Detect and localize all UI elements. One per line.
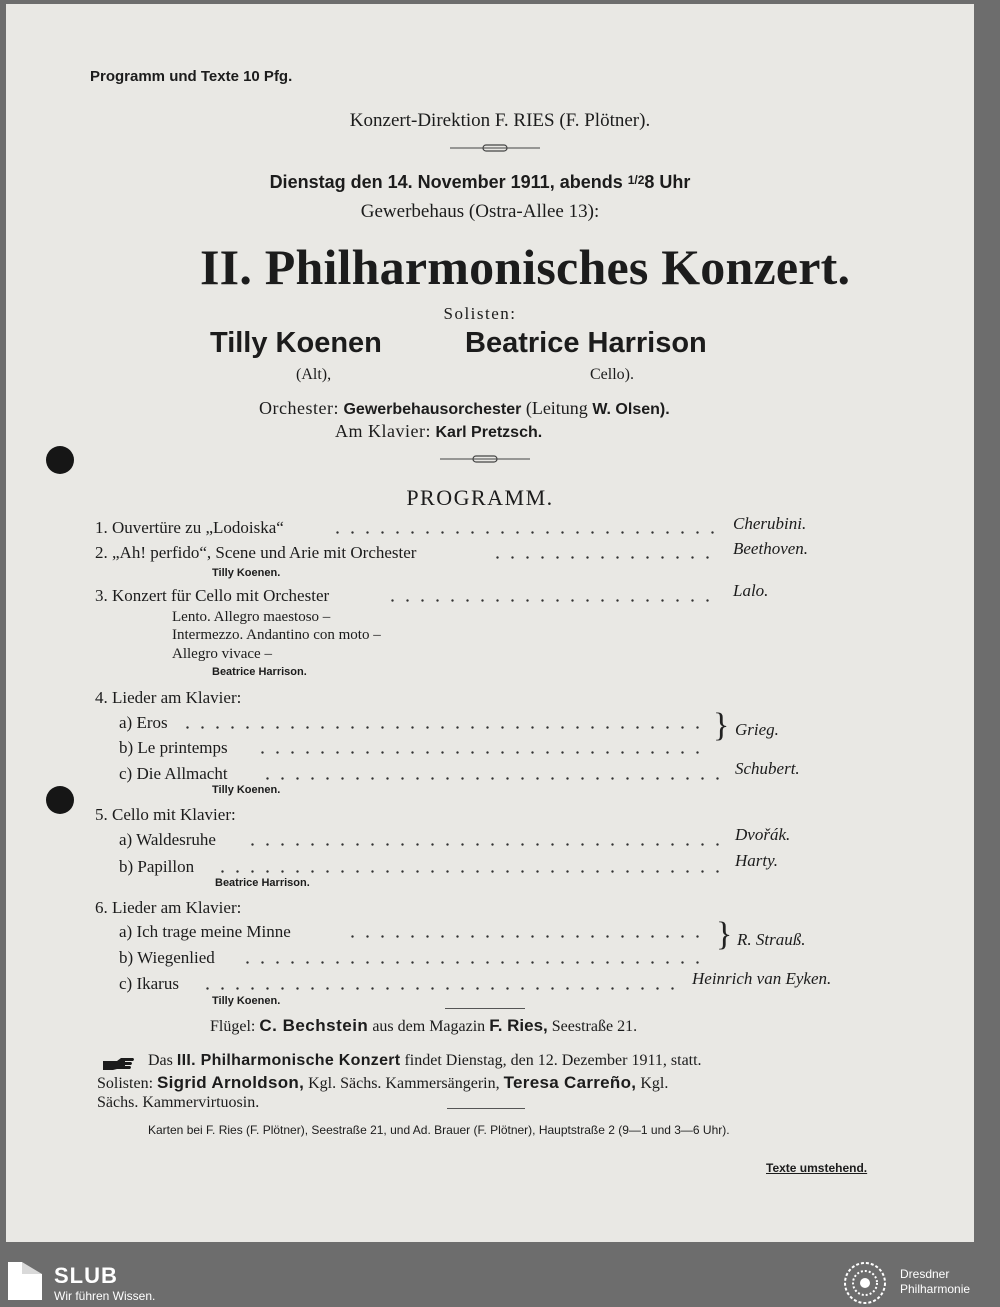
composer-schubert: Schubert. — [735, 759, 800, 778]
orchestra-line — [259, 398, 670, 419]
movement-3: Allegro vivace – — [172, 646, 272, 662]
ornament-divider-icon — [440, 453, 530, 465]
dot-leader — [215, 870, 720, 873]
song-ich-trage-meine-minne: a) Ich trage meine Minne — [119, 922, 291, 941]
partner-name-line2: Philharmonie — [900, 1282, 971, 1296]
composer-lalo: Lalo. — [733, 581, 769, 600]
partner-name-line1: Dresdner — [900, 1267, 950, 1281]
next-soloists-line — [97, 1073, 668, 1093]
program-item-1: 1. Ouvertüre zu „Lodoiska“ — [95, 518, 284, 537]
piano-sponsor — [210, 1016, 637, 1036]
orchestra-label: Orchester: — [259, 398, 339, 418]
composer-cherubini: Cherubini. — [733, 514, 807, 533]
dot-leader — [260, 777, 720, 780]
piano-label: Am Klavier: — [335, 421, 431, 441]
piece-waldesruhe: a) Waldesruhe — [119, 830, 216, 849]
punch-hole-top — [46, 446, 74, 474]
pianist-name: Karl Pretzsch. — [435, 424, 543, 441]
soloist-koenen-voice: (Alt), — [296, 366, 332, 383]
venue: Gewerbehaus (Ostra-Allee 13): — [360, 201, 600, 222]
orchestra-name: Gewerbehausorchester — [343, 401, 522, 418]
program-item-6: 6. Lieder am Klavier: — [95, 898, 242, 917]
next-soloist-carreno-desc: Kgl. — [640, 1075, 669, 1092]
next-soloists-label: Solisten: — [97, 1075, 154, 1092]
philharmonie-logo-icon — [843, 1261, 887, 1305]
slub-tagline: Wir führen Wissen. — [54, 1289, 156, 1303]
concert-title: II. Philharmonisches Konzert. — [200, 239, 851, 295]
dot-leader — [330, 531, 720, 534]
next-concert-pre: Das — [148, 1052, 173, 1069]
date-fraction: 1/2 — [627, 173, 645, 187]
next-soloist-arnoldson-desc: Kgl. Sächs. Kammersängerin, — [308, 1075, 500, 1092]
soloist-harrison: Beatrice Harrison — [465, 327, 707, 359]
next-soloist-carreno-desc2: Sächs. Kammervirtuosin. — [97, 1094, 260, 1111]
dot-leader — [245, 843, 720, 846]
brace-icon: } — [716, 916, 733, 953]
program-item-2: 2. „Ah! perfido“, Scene und Arie mit Orchester — [95, 543, 417, 562]
soloist-harrison-voice: Cello). — [590, 366, 634, 383]
divider-line — [445, 1008, 525, 1009]
next-soloist-arnoldson: Sigrid Arnoldson, — [157, 1073, 305, 1092]
song-eros: a) Eros — [119, 713, 168, 732]
texts-overleaf: Texte umstehend. — [766, 1161, 868, 1175]
dot-leader — [490, 556, 720, 559]
divider-line — [447, 1108, 525, 1109]
concert-date — [0, 172, 960, 193]
song-wiegenlied: b) Wiegenlied — [119, 948, 215, 967]
conductor-name: W. Olsen). — [592, 401, 670, 418]
dot-leader — [180, 726, 710, 729]
composer-dvorak: Dvořák. — [735, 825, 791, 844]
date-text: Dienstag den 14. November 1911, abends — [269, 172, 628, 192]
orchestra-lead: (Leitung — [525, 398, 588, 418]
composer-van-eyken: Heinrich van Eyken. — [692, 969, 832, 988]
ticket-info: Karten bei F. Ries (F. Plötner), Seestraße 21, und Ad. Brauer (F. Plötner), Hauptstraße 2 (9—1 und 3—6 Uhr). — [148, 1123, 730, 1137]
composer-strauss: R. Strauß. — [737, 930, 806, 949]
next-concert-post: findet Dienstag, den 12. Dezember 1911, statt. — [404, 1052, 702, 1069]
concert-direction: Konzert-Direktion F. RIES (F. Plötner). — [349, 110, 651, 131]
piano-shop: F. Ries, — [489, 1016, 548, 1035]
dot-leader — [255, 751, 710, 754]
next-concert-title: III. Philharmonische Konzert — [176, 1052, 401, 1069]
program-item-3: 3. Konzert für Cello mit Orchester — [95, 586, 330, 605]
slub-logo-text: SLUB — [54, 1263, 118, 1288]
dot-leader — [345, 935, 710, 938]
dot-leader — [385, 599, 720, 602]
piano-brand: C. Bechstein — [259, 1016, 369, 1035]
brace-icon: } — [713, 707, 730, 744]
program-heading: PROGRAMM. — [406, 485, 554, 510]
next-soloist-carreno: Teresa Carreño, — [503, 1073, 637, 1092]
composer-beethoven: Beethoven. — [733, 539, 809, 558]
performer-koenen: Tilly Koenen. — [212, 567, 281, 579]
movement-2: Intermezzo. Andantino con moto – — [172, 627, 381, 643]
song-ikarus: c) Ikarus — [119, 974, 179, 993]
program-item-4: 4. Lieder am Klavier: — [95, 688, 242, 707]
price-note: Programm und Texte 10 Pfg. — [90, 68, 293, 85]
next-concert-line — [148, 1052, 702, 1070]
composer-grieg: Grieg. — [735, 720, 779, 739]
piano-shop-address: Seestraße 21. — [551, 1018, 638, 1035]
program-item-5: 5. Cello mit Klavier: — [95, 805, 236, 824]
performer-harrison: Beatrice Harrison. — [215, 877, 310, 889]
slub-logo-icon — [8, 1262, 42, 1300]
song-die-allmacht: c) Die Allmacht — [119, 764, 228, 783]
composer-harty: Harty. — [735, 851, 778, 870]
ornament-divider-icon — [450, 142, 540, 154]
performer-harrison: Beatrice Harrison. — [212, 666, 307, 678]
dot-leader — [200, 987, 680, 990]
dot-leader — [240, 961, 710, 964]
pointing-hand-icon — [103, 1057, 135, 1071]
punch-hole-bottom — [46, 786, 74, 814]
movement-1: Lento. Allegro maestoso – — [172, 609, 331, 625]
performer-koenen: Tilly Koenen. — [212, 784, 281, 796]
song-le-printemps: b) Le printemps — [119, 738, 228, 757]
soloists-label: Solisten: — [443, 304, 517, 323]
performer-koenen: Tilly Koenen. — [212, 995, 281, 1007]
date-hour: 8 Uhr — [644, 172, 691, 192]
piano-sponsor-mid: aus dem Magazin — [372, 1018, 486, 1035]
piece-papillon: b) Papillon — [119, 857, 195, 876]
piano-sponsor-label: Flügel: — [210, 1018, 256, 1035]
soloist-koenen: Tilly Koenen — [210, 327, 382, 359]
piano-line — [335, 421, 542, 442]
